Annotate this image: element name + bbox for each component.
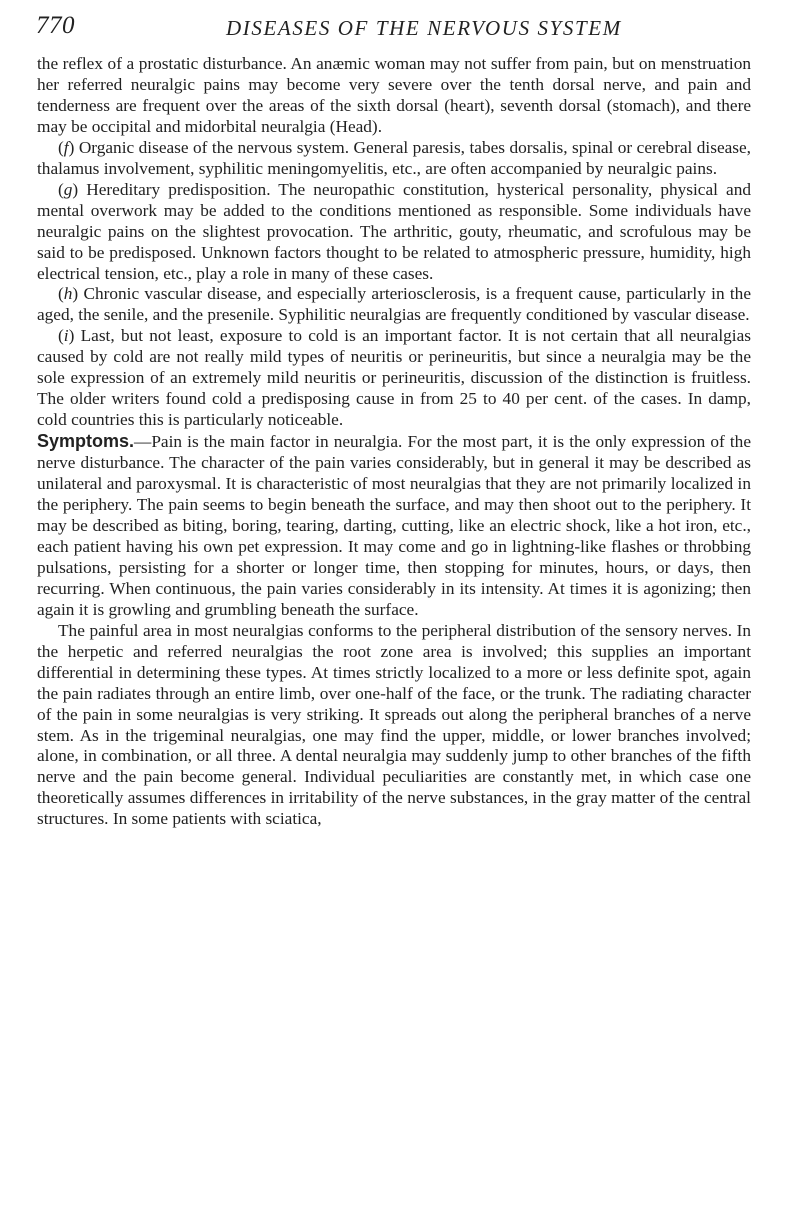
paragraph-painful-area (37, 621, 751, 831)
paragraph-text: the reflex of a prostatic disturbance. An anæmic woman may not suffer from pain, but on menstruation her referred neuralgic pains may become very severe over the tenth dorsal nerve, and pain and tenderness are frequent over the areas of the sixth dorsal (heart), seventh dorsal (stomach), and there may be occipital and midorbital neuralgia (Head). (37, 54, 751, 136)
paragraph-text: Hereditary predisposition. The neuropathic constitution, hysterical personality, physical and mental overwork may be added to the conditions mentioned as responsible. Some individuals have neuralgic pains on the slightest provocation. The arthritic, gouty, rheumatic, and scrofulous may be said to be predisposed. Unknown factors thought to be related to atmospheric pressure, humidity, high electrical tension, etc., play a role in many of these cases. (37, 179, 751, 283)
list-marker-open: ( (58, 326, 64, 346)
paragraph-text: Last, but not least, exposure to cold is an important factor. It is not certain that all neuralgias caused by cold are not really mild types of neuritis or perineuritis, but since a neuralgia may be the sole expression of an extremely mild neuritis or perineuritis, discussion of the distinction is fruitless. The older writers found cold a predisposing cause in from 25 to 40 per cent. of the cases. In damp, cold countries this is particularly noticeable. (37, 326, 751, 430)
list-marker-open: ( (58, 137, 64, 157)
paragraph-f (37, 138, 751, 180)
paragraph-i (37, 326, 751, 431)
paragraph-g (37, 180, 751, 285)
section-heading: Symptoms. (37, 431, 135, 452)
list-marker: f (63, 137, 69, 157)
paragraph-continuation (37, 54, 751, 138)
paragraph-symptoms (37, 431, 751, 621)
list-marker: i (63, 326, 69, 346)
list-marker-close: ) (72, 179, 79, 199)
list-marker-open: ( (58, 284, 64, 304)
page-header (36, 12, 752, 46)
list-marker: g (63, 179, 73, 199)
paragraph-text: Chronic vascular disease, and especially arteriosclerosis, is a frequent cause, particularly in the aged, the senile, and the presenile. Syphilitic neuralgias are frequently conditioned by vascular disease. (37, 284, 751, 325)
body-text (37, 54, 751, 830)
paragraph-text: —Pain is the main factor in neuralgia. For the most part, it is the only expression of the nerve disturbance. The character of the pain varies considerably, but in general it may be described as unilateral and paroxysmal. It is characteristic of most neuralgias that they are not primarily localized in the periphery. The pain seems to begin beneath the surface, and may then shoot out to the periphery. It may be described as biting, boring, tearing, darting, cutting, like an electric shock, like a hot iron, etc., each patient having his own pet expression. It may come and go in lightning-like flashes or throbbing pulsations, persisting for a shorter or longer time, then stopping for minutes, hours, or days, then recurring. When continuous, the pain varies considerably in its intensity. At times it is agonizing; then again it is growling and grumbling beneath the surface. (37, 432, 751, 619)
paragraph-text: The painful area in most neuralgias conforms to the peripheral distribution of the sensory nerves. In the herpetic and referred neuralgias the root zone area is involved; this supplies an important differential in determining these types. At times strictly localized to a more or less definite spot, again the pain radiates through an entire limb, over one-half of the face, or the trunk. The radiating character of the pain in some neuralgias is very striking. It spreads out along the peripheral branches of a nerve stem. As in the trigeminal neuralgias, one may find the upper, middle, or lower branches involved; alone, in combination, or all three. A dental neuralgia may suddenly jump to other branches of the fifth nerve and the pain become general. Individual peculiarities are constantly met, in which case one theoretically assumes differences in irritability of the nerve substances, in the gray matter of the central structures. In some patients with sciatica, (37, 620, 751, 829)
page-number: 770 (36, 12, 75, 39)
list-marker: h (63, 284, 73, 304)
running-head: DISEASES OF THE NERVOUS SYSTEM (226, 16, 622, 40)
paragraph-h (37, 284, 751, 326)
paragraph-text: Organic disease of the nervous system. General paresis, tabes dorsalis, spinal or cerebral disease, thalamus involvement, syphilitic meningomyelitis, etc., are often accompanied by neuralgic pains. (37, 137, 751, 178)
list-marker-close: ) (72, 284, 79, 304)
list-marker-open: ( (58, 179, 64, 199)
list-marker-close: ) (68, 137, 75, 157)
list-marker-close: ) (68, 326, 75, 346)
